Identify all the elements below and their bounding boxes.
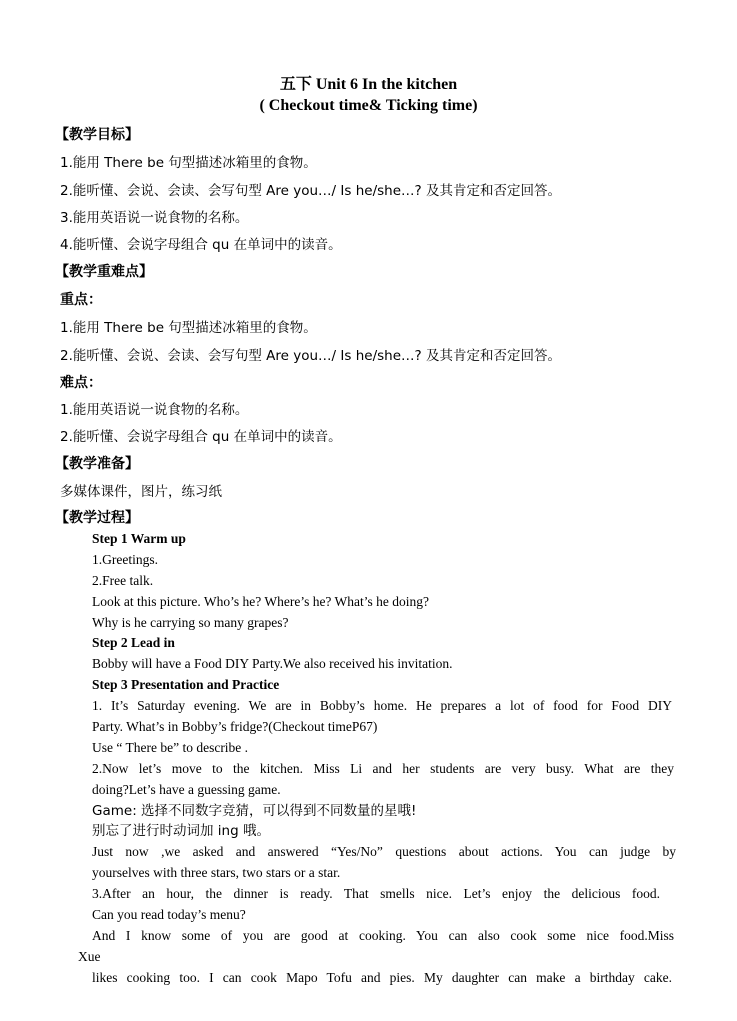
paragraph-line: yourselves with three stars, two stars or a star. [92,865,341,880]
paragraph-line: And I know some of you are good at cooking. You can also cook some nice food.Miss [92,928,674,943]
paragraph-line: 3.After an hour, the dinner is ready. That smells nice. Let’s enjoy the delicious food. [92,886,660,901]
step-1-item: 2.Free talk. [92,573,154,588]
paragraph-line: doing?Let’s have a guessing game. [92,782,281,797]
paragraph-line: Xue [78,949,101,964]
preparation-text: 多媒体课件，图片，练习纸 [60,484,222,500]
objective-item: 1.能用 There be 句型描述冰箱里的食物。 [60,155,317,171]
key-difficult-heading: 【教学重难点】 [55,264,153,280]
paragraph-line: Game: 选择不同数字竞猜，可以得到不同数量的星哦! [92,803,417,819]
key-point-item: 2.能听懂、会说、会读、会写句型 Are you…/ Is he/she…? 及其肯定和否定回答。 [60,348,561,364]
difficult-point-item: 2.能听懂、会说字母组合 qu 在单词中的读音。 [60,429,342,445]
step-1-heading: Step 1 Warm up [92,531,186,546]
difficult-point-item: 1.能用英语说一说食物的名称。 [60,402,249,418]
preparation-heading: 【教学准备】 [55,456,139,472]
step-1-item: Look at this picture. Who’s he? Where’s he? What’s he doing? [92,594,430,609]
paragraph-line: 别忘了进行时动词加 ing 哦。 [92,823,270,839]
objective-item: 3.能用英语说一说食物的名称。 [60,210,249,226]
objective-item: 2.能听懂、会说、会读、会写句型 Are you…/ Is he/she…? 及其肯定和否定回答。 [60,183,561,199]
objective-item: 4.能听懂、会说字母组合 qu 在单词中的读音。 [60,237,342,253]
paragraph-line: 1. It’s Saturday evening. We are in Bobby’s home. He prepares a lot of food for Food DIY [92,698,672,713]
document-title: 五下 Unit 6 In the kitchen [279,76,458,93]
step-3-heading: Step 3 Presentation and Practice [92,677,280,692]
objectives-heading: 【教学目标】 [55,127,139,143]
step-1-item: 1.Greetings. [92,552,158,567]
key-points-label: 重点： [60,292,102,308]
step-2-text: Bobby will have a Food DIY Party.We also received his invitation. [92,656,453,671]
process-heading: 【教学过程】 [55,510,139,526]
difficult-points-label: 难点： [60,375,102,391]
paragraph-line: Can you read today’s menu? [92,907,246,922]
step-2-heading: Step 2 Lead in [92,635,175,650]
paragraph-line: Just now ,we asked and answered “Yes/No” questions about actions. You can judge by [92,844,676,859]
paragraph-line: Use “ There be” to describe . [92,740,249,755]
paragraph-line: 2.Now let’s move to the kitchen. Miss Li and her students are very busy. What are they [92,761,674,776]
step-1-item: Why is he carrying so many grapes? [92,615,289,630]
document-subtitle: ( Checkout time& Ticking time) [259,97,478,114]
paragraph-line: Party. What’s in Bobby’s fridge?(Checkout timeP67) [92,719,378,734]
paragraph-line: likes cooking too. I can cook Mapo Tofu and pies. My daughter can make a birthday cake. [92,970,672,985]
key-point-item: 1.能用 There be 句型描述冰箱里的食物。 [60,320,317,336]
